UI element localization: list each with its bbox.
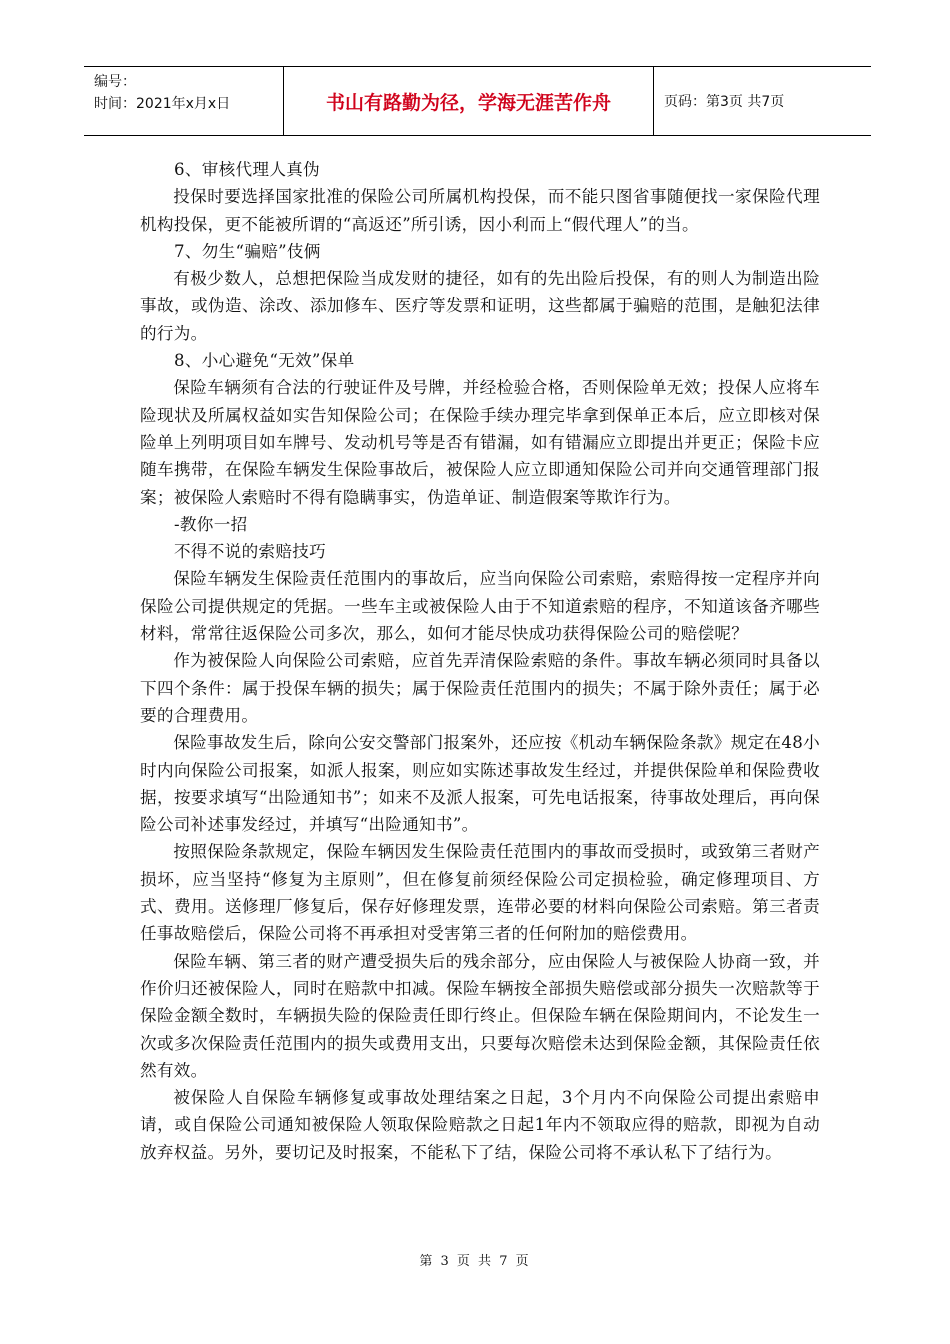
header-number-label: 编号： (94, 74, 136, 90)
header-page-info: 页码：第3页 共7页 (664, 94, 785, 110)
document-header (84, 66, 871, 136)
paragraph: 按照保险条款规定，保险车辆因发生保险责任范围内的事故而受损时，或致第三者财产损坏，应当坚持“修复为主原则”，但在修复前须经保险公司定损检验，确定修理项目、方式、费用。送修理厂修复后，保存好修理发票，连带必要的材料向保险公司索赔。第三者责任事故赔偿后，保险公司将不再承担对受害第三者的任何附加的赔偿费用。 (140, 842, 820, 944)
header-meta (84, 67, 284, 135)
section-heading: 不得不说的索赔技巧 (174, 542, 327, 562)
document-body (140, 156, 820, 1166)
paragraph: 投保时要选择国家批准的保险公司所属机构投保，而不能只图省事随便找一家保险代理机构投保，更不能被所谓的“高返还”所引诱，因小利而上“假代理人”的当。 (140, 187, 820, 234)
paragraph: 有极少数人，总想把保险当成发财的捷径，如有的先出险后投保，有的则人为制造出险事故，或伪造、涂改、添加修车、医疗等发票和证明，这些都属于骗赔的范围，是触犯法律的行为。 (140, 269, 820, 343)
section-heading: 7、勿生“骗赔”伎俩 (174, 241, 321, 261)
paragraph: 保险车辆须有合法的行驶证件及号牌，并经检验合格，否则保险单无效；投保人应将车险现状及所属权益如实告知保险公司；在保险手续办理完毕拿到保单正本后，应立即核对保险单上列明项目如车牌号、发动机号等是否有错漏，如有错漏应立即提出并更正；保险卡应随车携带，在保险车辆发生保险事故后，被保险人应立即通知保险公司并向交通管理部门报案；被保险人索赔时不得有隐瞒事实，伪造单证、制造假案等欺诈行为。 (140, 378, 820, 507)
header-motto: 书山有路勤为径，学海无涯苦作舟 (284, 67, 654, 135)
section-heading: 6、审核代理人真伪 (174, 160, 321, 179)
header-date: 时间：2021年x月x日 (94, 96, 231, 112)
paragraph: 保险事故发生后，除向公安交警部门报案外，还应按《机动车辆保险条款》规定在48小时内向保险公司报案，如派人报案，则应如实陈述事故发生经过，并提供保险单和保险费收据，按要求填写“出险通知书”；如来不及派人报案，可先电话报案，待事故处理后，再向保险公司补述事发经过，并填写“出险通知书”。 (140, 733, 820, 835)
page-footer: 第 3 页 共 7 页 (419, 1254, 531, 1269)
paragraph: 被保险人自保险车辆修复或事故处理结案之日起，3个月内不向保险公司提出索赔申请，或自保险公司通知被保险人领取保险赔款之日起1年内不领取应得的赔款，即视为自动放弃权益。另外，要切记及时报案，不能私下了结，保险公司将不承认私下了结行为。 (140, 1088, 820, 1162)
section-heading: 8、小心避免“无效”保单 (174, 351, 355, 371)
paragraph: 保险车辆、第三者的财产遭受损失后的残余部分，应由保险人与被保险人协商一致，并作价归还被保险人，同时在赔款中扣减。保险车辆按全部损失赔偿或部分损失一次赔款等于保险金额全数时，车辆损失险的保险责任即行终止。但保险车辆在保险期间内，不论发生一次或多次保险责任范围内的损失或费用支出，只要每次赔偿未达到保险金额，其保险责任依然有效。 (140, 951, 820, 1080)
paragraph: 作为被保险人向保险公司索赔，应首先弄清保险索赔的条件。事故车辆必须同时具备以下四个条件：属于投保车辆的损失；属于保险责任范围内的损失；不属于除外责任；属于必要的合理费用。 (140, 651, 820, 725)
section-heading: -教你一招 (174, 514, 248, 534)
paragraph: 保险车辆发生保险责任范围内的事故后，应当向保险公司索赔，索赔得按一定程序并向保险公司提供规定的凭据。一些车主或被保险人由于不知道索赔的程序，不知道该备齐哪些材料，常常往返保险公司多次，那么，如何才能尽快成功获得保险公司的赔偿呢？ (140, 569, 820, 644)
